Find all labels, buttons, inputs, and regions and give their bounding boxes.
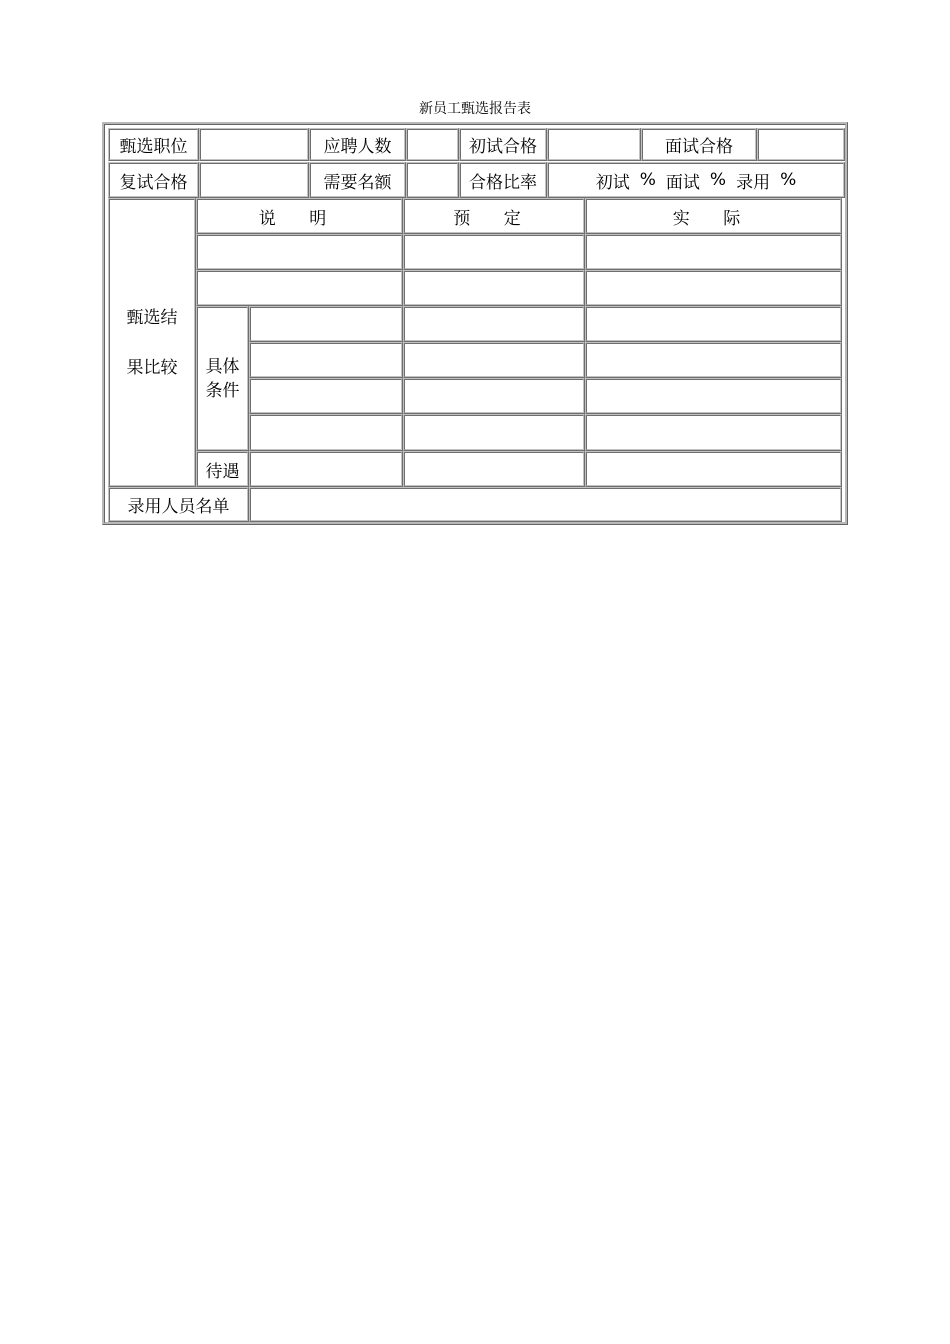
planned-cell[interactable] — [403, 414, 585, 451]
rate-hire-pct: % — [780, 170, 797, 190]
actual-cell[interactable] — [585, 378, 842, 414]
actual-cell[interactable] — [585, 414, 842, 451]
rate-first-pct: % — [639, 170, 656, 190]
first-pass-field[interactable] — [547, 128, 641, 161]
quota-label: 需要名额 — [309, 162, 406, 198]
interview-pass-label: 面试合格 — [641, 128, 757, 161]
condition-description-cell[interactable] — [249, 414, 403, 451]
col-actual-header: 实 际 — [585, 198, 842, 234]
position-field[interactable] — [199, 128, 309, 161]
conditions-label — [196, 306, 249, 451]
rate-hire-label: 录用 — [736, 172, 771, 193]
treatment-planned-cell[interactable] — [403, 451, 585, 487]
planned-cell[interactable] — [403, 234, 585, 270]
applicants-label: 应聘人数 — [309, 128, 406, 161]
rate-interview-pct: % — [709, 170, 727, 190]
applicants-field[interactable] — [406, 128, 459, 161]
condition-description-cell[interactable] — [249, 342, 403, 378]
condition-description-cell[interactable] — [249, 306, 403, 342]
col-planned-header: 预 定 — [403, 198, 585, 234]
interview-pass-field[interactable] — [757, 128, 845, 161]
condition-description-cell[interactable] — [249, 378, 403, 414]
treatment-actual-cell[interactable] — [585, 451, 842, 487]
first-pass-label: 初试合格 — [459, 128, 547, 161]
screening-report-table — [102, 122, 848, 525]
planned-cell[interactable] — [403, 270, 585, 306]
actual-cell[interactable] — [585, 234, 842, 270]
description-cell[interactable] — [196, 234, 403, 270]
retest-pass-field[interactable] — [199, 162, 309, 198]
comparison-label-line2: 果比较 — [126, 357, 178, 378]
rate-interview-label: 面试 — [665, 172, 700, 193]
treatment-description-cell[interactable] — [249, 451, 403, 487]
col-description-header: 说 明 — [196, 198, 403, 234]
position-label: 甄选职位 — [108, 128, 199, 161]
treatment-label: 待遇 — [196, 451, 249, 487]
planned-cell[interactable] — [403, 378, 585, 414]
rate-first-label: 初试 — [595, 172, 630, 193]
hired-list-label: 录用人员名单 — [108, 487, 249, 522]
retest-pass-label: 复试合格 — [108, 162, 199, 198]
actual-cell[interactable] — [585, 342, 842, 378]
comparison-section-label — [108, 198, 196, 487]
pass-rate-label: 合格比率 — [459, 162, 547, 198]
planned-cell[interactable] — [403, 342, 585, 378]
conditions-label-line2: 条件 — [205, 380, 240, 401]
description-cell[interactable] — [196, 270, 403, 306]
page-title: 新员工甄选报告表 — [419, 101, 531, 117]
conditions-label-line1: 具体 — [205, 356, 240, 377]
actual-cell[interactable] — [585, 306, 842, 342]
comparison-label-line1: 甄选结 — [126, 307, 178, 328]
actual-cell[interactable] — [585, 270, 842, 306]
hired-list-field[interactable] — [249, 487, 842, 522]
planned-cell[interactable] — [403, 306, 585, 342]
pass-rate-field[interactable] — [547, 162, 845, 198]
quota-field[interactable] — [406, 162, 459, 198]
